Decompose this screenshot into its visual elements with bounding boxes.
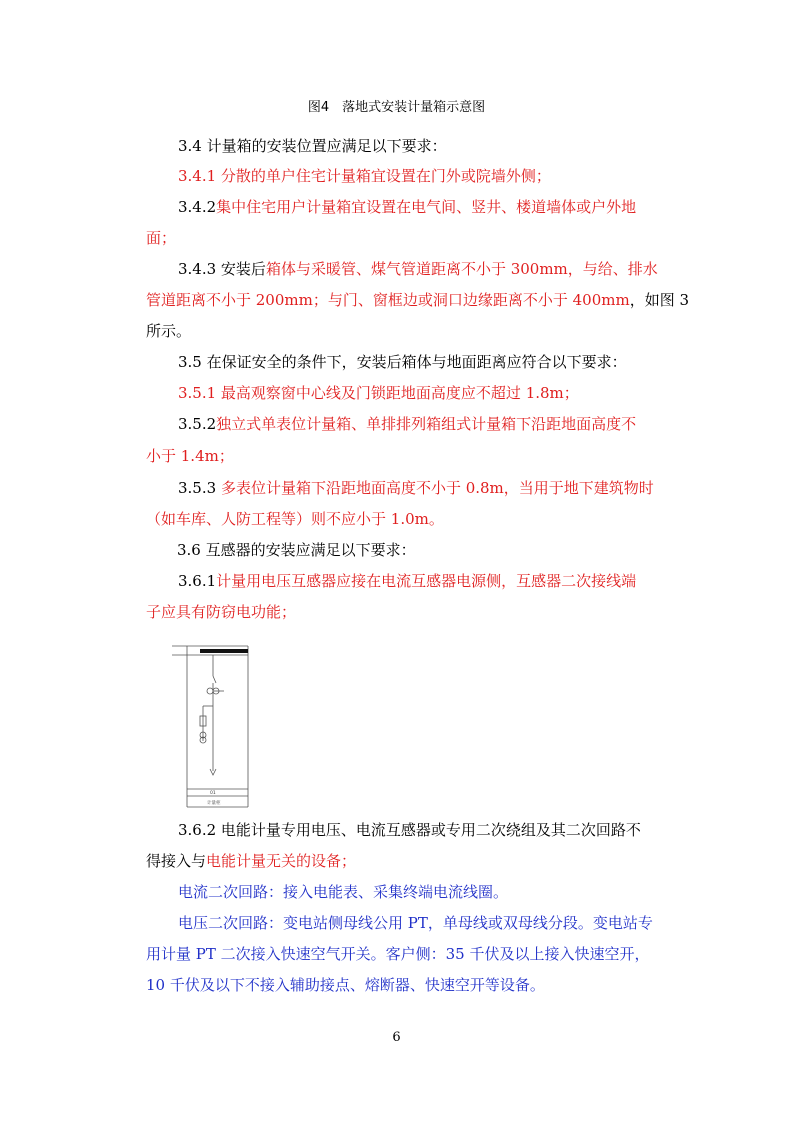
para-3-5-2-line1 <box>178 414 636 434</box>
diagram-bottom-label: 计量柜 <box>207 801 221 806</box>
para-3-5-3-line1 <box>178 478 654 498</box>
para-3-4-3-red-b: 管道距离不小于 200mm；与门、窗框边或洞口边缘距离不小于 400mm <box>146 291 630 309</box>
para-3-4-3-line3: 所示。 <box>146 322 192 340</box>
para-3-6-2-red: 电能计量无关的设备； <box>206 852 357 870</box>
para-3-4-2-line1 <box>178 197 636 217</box>
para-3-5-3-text: 多表位计量箱下沿距地面高度不小于 0.8m，当用于地下建筑物时 <box>220 479 654 497</box>
current-circuit-note: 电流二次回路：接入电能表、采集终端电流线圈。 <box>178 883 509 901</box>
voltage-circuit-note-line2: 用计量 PT 二次接入快速空气开关。客户侧：35 千伏及以上接入快速空开， <box>146 945 650 963</box>
diagram-cell-label: 01 <box>210 791 216 796</box>
para-3-5-2-number: 3.5.2 <box>178 415 217 433</box>
para-3-6-2-line1: 3.6.2 电能计量专用电压、电流互感器或专用二次绕组及其二次回路不 <box>178 821 641 839</box>
para-3-4-3-line1 <box>178 259 658 279</box>
figure-caption: 图4 落地式安装计量箱示意图 <box>307 100 486 115</box>
para-3-6-1-line1 <box>178 571 636 591</box>
para-3-4-2-number: 3.4.2 <box>178 198 217 216</box>
para-3-4-3-lead: 3.4.3 安装后 <box>178 260 266 278</box>
para-3-4-3-tail: ，如图 3 <box>629 291 690 309</box>
metering-cabinet-diagram <box>172 643 252 808</box>
para-3-4: 3.4 计量箱的安装位置应满足以下要求： <box>178 137 447 155</box>
para-3-6-1-line2: 子应具有防窃电功能； <box>146 603 297 621</box>
para-3-4-1: 3.4.1 分散的单户住宅计量箱宜设置在门外或院墙外侧； <box>178 167 551 185</box>
para-3-4-3-red-a: 箱体与采暖管、煤气管道距离不小于 300mm，与给、排水 <box>265 260 658 278</box>
page-number: 6 <box>392 1030 401 1045</box>
para-3-6-2-lead: 得接入与 <box>146 852 207 870</box>
para-3-4-2-text: 集中住宅用户计量箱宜设置在电气间、竖井、楼道墙体或户外地 <box>216 198 637 216</box>
para-3-5-2-text: 独立式单表位计量箱、单排排列箱组式计量箱下沿距地面高度不 <box>216 415 637 433</box>
para-3-6-2-line2 <box>146 851 356 871</box>
breaker-blade <box>213 676 216 683</box>
para-3-5-3-line2: （如车库、人防工程等）则不应小于 1.0m。 <box>146 510 444 528</box>
para-3-5-2-line2: 小于 1.4m； <box>146 447 234 465</box>
current-transformer-symbol-1 <box>207 688 213 694</box>
para-3-6: 3.6 互感器的安装应满足以下要求： <box>177 541 416 559</box>
para-3-5-1: 3.5.1 最高观察窗中心线及门锁距地面高度应不超过 1.8m； <box>178 384 579 402</box>
para-3-6-1-number: 3.6.1 <box>178 572 217 590</box>
para-3-5: 3.5 在保证安全的条件下，安装后箱体与地面距离应符合以下要求： <box>178 353 627 371</box>
para-3-5-3-number: 3.5.3 <box>178 479 221 497</box>
busbar <box>200 649 248 653</box>
para-3-4-3-line2 <box>146 290 689 310</box>
voltage-circuit-note-line1: 电压二次回路：变电站侧母线公用 PT，单母线或双母线分段。变电站专 <box>178 914 653 932</box>
para-3-6-1-text: 计量用电压互感器应接在电流互感器电源侧，互感器二次接线端 <box>216 572 637 590</box>
para-3-4-2-line2: 面； <box>146 229 177 247</box>
voltage-circuit-note-line3: 10 千伏及以下不接入辅助接点、熔断器、快速空开等设备。 <box>146 976 545 994</box>
